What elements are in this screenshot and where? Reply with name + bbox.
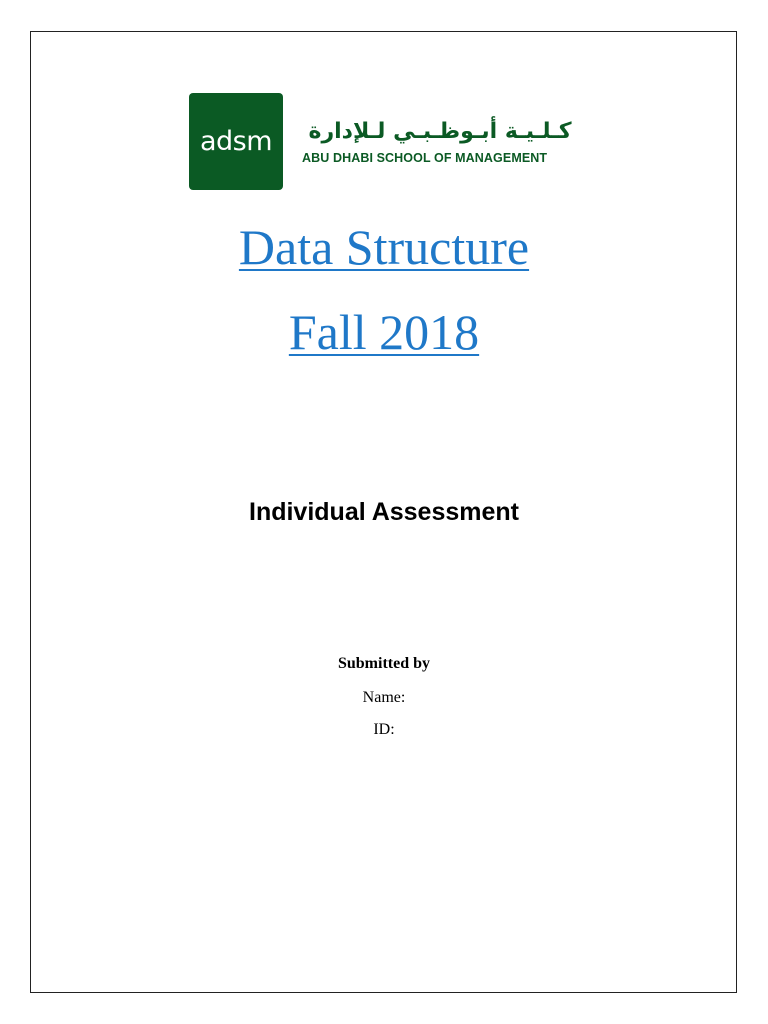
- title-course: Data Structure: [238, 219, 530, 275]
- id-label: ID:: [373, 721, 395, 738]
- title-term: Fall 2018: [288, 304, 480, 360]
- logo-badge: [189, 93, 283, 190]
- name-label: Name:: [362, 689, 406, 706]
- submitted-by-heading: Submitted by: [337, 655, 431, 672]
- assessment-subtitle: Individual Assessment: [249, 498, 519, 526]
- logo-arabic-name: كـلـيـة أبـوظـبـي لـلإدارة: [308, 119, 572, 144]
- school-logo: [189, 93, 589, 190]
- logo-badge-text: adsm: [199, 126, 273, 157]
- logo-english-name: ABU DHABI SCHOOL OF MANAGEMENT: [302, 151, 548, 165]
